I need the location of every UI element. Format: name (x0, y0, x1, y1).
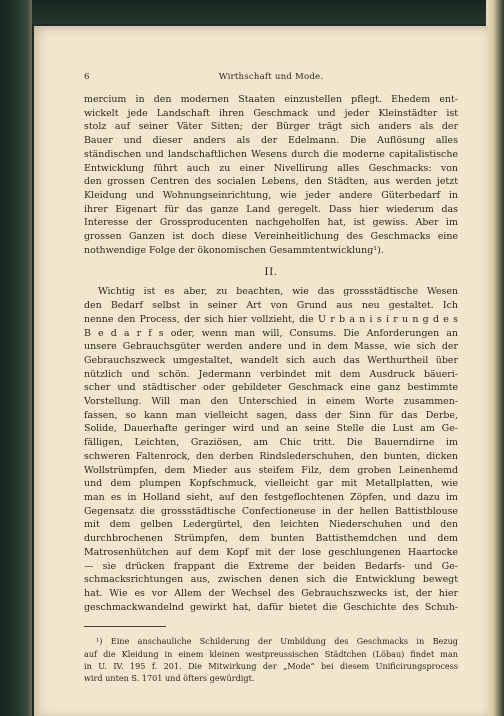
running-head-title: Wirthschaft und Mode. (218, 72, 324, 82)
text-line: Vorstellung. Will man den Unterschied in einem Worte zusammen- (84, 396, 458, 408)
text-line: man es in Holland sieht, auf den festgeflochtenen Zöpfen, und dazu im (84, 491, 458, 503)
body-text-part-1 (84, 93, 458, 257)
text-line: grossen Ganzen ist doch diese Vereinheitlichung des Geschmacks eine (84, 231, 458, 243)
text-line: hat. Wie es vor Allem der Wechsel des Gebrauchszwecks ist, der hier (84, 587, 458, 599)
text-line: Interesse der Grossproducenten nachgeholfen hat, ist gewiss. Aber im (84, 217, 458, 229)
footnote-line: in U. IV. 195 f. 201. Die Mitwirkung der „Mode“ bei diesem Unificirungsprocess (84, 660, 458, 671)
text-line: Entwicklung führt auch zu einer Nivellirung alles Geschmacks: von (84, 162, 458, 174)
text-line: schmacksrichtungen aus, zwischen denen sich die Entwicklung bewegt (84, 574, 458, 586)
body-text-part-2 (84, 285, 458, 614)
text-line: Gegensatz die grossstädtische Confectioneuse in der hellen Battistblouse (84, 505, 458, 517)
text-line: Solide, Dauerhafte geringer wird und an seine Stelle die Lust am Ge- (84, 423, 458, 435)
right-page-edge (486, 0, 504, 716)
footnote-line: auf die Kleidung in einem kleinen westpreussischen Städtchen (Löbau) findet man (84, 648, 458, 659)
book-binding-edge (0, 0, 32, 716)
text-line: — sie drücken frappant die Extreme der beiden Bedarfs- und Ge- (84, 560, 458, 572)
text-line: fälligen, Leichten, Graziösen, am Chic tritt. Die Bauerndirne im (84, 437, 458, 449)
text-line: mercium in den modernen Staaten einzustellen pflegt. Ehedem ent- (84, 94, 458, 105)
text-line: den grossen Centren des socialen Lebens, den Städten, aus werden jetzt (84, 176, 458, 188)
text-line: und dem plumpen Kopfschmuck, vielleicht gar mit Metallplatten, wie (84, 478, 458, 490)
text-line: ihrer Eigenart für das ganze Land geregelt. Dass hier wiederum das (84, 203, 458, 215)
text-line: Bauer und dieser anders als der Edelmann. Die Auflösung alles (84, 135, 458, 147)
page-number: 6 (84, 72, 90, 82)
text-line: nenne den Process, der sich hier vollzieht, die U r b a n i s i r u n g d e s (84, 313, 458, 325)
text-line: Wichtig ist es aber, zu beachten, wie das grossstädtische Wesen (98, 286, 458, 298)
text-line: schweren Faltenrock, den derben Rindslederschuhen, den bunten, dicken (84, 450, 458, 462)
footnote-line: wird unten S. 1701 und öfters gewürdigt. (84, 672, 255, 683)
text-line: Wollstrümpfen, dem Mieder aus steifem Filz, dem groben Leinenhemd (84, 464, 458, 476)
text-line: fassen, so kann man vielleicht sagen, dass der Sinn für das Derbe, (84, 409, 458, 421)
book-page (34, 26, 488, 716)
text-line: wickelt jede Landschaft ihren Geschmack und jeder Kleinstädter ist (84, 107, 458, 119)
text-line: den Bedarf selbst in seiner Art von Grund aus neu gestaltet. Ich (84, 300, 458, 312)
text-line: stolz auf seiner Väter Sitten; der Bürger trägt sich anders als der (84, 121, 458, 133)
text-line: nützlich und schön. Jedermann verbindet mit dem Ausdruck bäueri- (84, 368, 458, 380)
footnote-divider (84, 626, 166, 627)
text-line: scher und städtischer oder gebildeter Geschmack eine ganz bestimmte (84, 382, 458, 394)
top-page-edge (0, 0, 504, 24)
footnote (84, 635, 458, 684)
text-line: durchbrochenen Strümpfen, dem bunten Battisthemdchen und dem (84, 533, 458, 545)
text-block (84, 72, 458, 684)
section-heading: II. (264, 266, 278, 279)
text-line: geschmackwandelnd gewirkt hat, dafür bietet die Geschichte des Schuh- (84, 601, 458, 613)
text-line: nothwendige Folge der ökonomischen Gesammtentwicklung¹). (84, 244, 384, 256)
text-line: Gebrauchszweck umgestaltet, wandelt sich auch das Werthurtheil über (84, 354, 458, 366)
text-line: Matrosenhütchen auf dem Kopf mit der lose geschlungenen Haartocke (84, 546, 458, 558)
footnote-line: ¹) Eine anschauliche Schilderung der Umbildung des Geschmacks in Bezug (96, 636, 458, 647)
text-line: unsere Gebrauchsgüter werden andere und in dem Masse, wie sich der (84, 341, 458, 353)
running-head (84, 72, 458, 86)
text-line: mit dem gelben Ledergürtel, den leichten Niederschuhen und den (84, 519, 458, 531)
text-line: B e d a r f s oder, wenn man will, Consums. Die Anforderungen an (84, 327, 458, 339)
text-line: ständischen und landschaftlichen Wesens durch die moderne capitalistische (84, 148, 458, 160)
text-line: Kleidung und Wohnungseinrichtung, wie jeder andere Güterbedarf in (84, 189, 458, 201)
